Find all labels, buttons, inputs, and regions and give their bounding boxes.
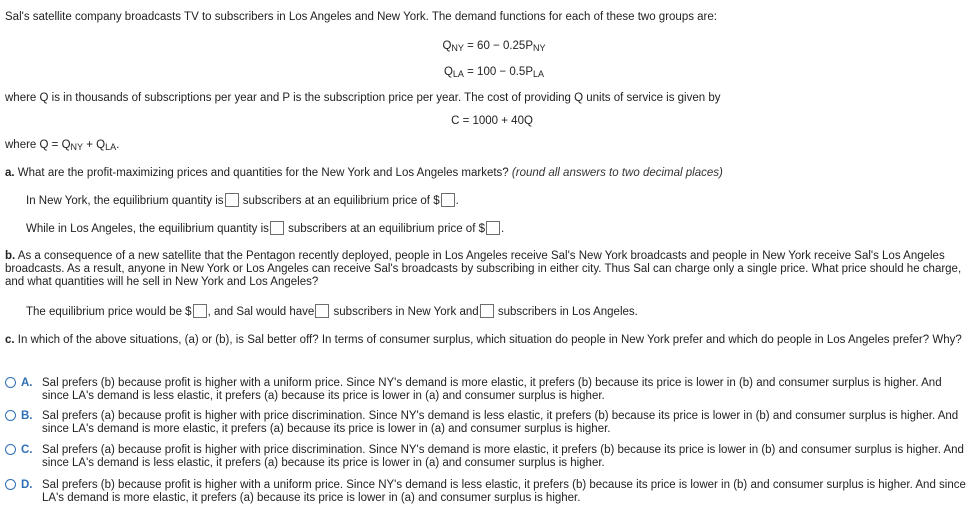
where-q-text: where $Q = Q_{NY} + Q_{LA}$.: [5, 139, 120, 152]
option-a-radio[interactable]: [5, 377, 16, 388]
uniform-price-input[interactable]: [193, 304, 207, 318]
option-c-radio[interactable]: [5, 444, 16, 455]
intro-text: Sal's satellite company broadcasts TV to subscribers in Los Angeles and New York. The demand functions for each of these two groups are:: [5, 11, 717, 23]
part-c-question: c. In which of the above situations, (a) or (b), is Sal better off? In terms of consumer surplus, which situation do people in New York prefer and which do people in Los Angeles prefer? Why?: [5, 334, 962, 346]
option-b[interactable]: B. Sal prefers (a) because profit is higher with price discrimination. Since NY's demand is less elastic, it prefers (b) because its price is lower in (b) and consumer surplus is higher. And since LA's demand is more elastic, it prefers (a) because its price is lower in (a) and consumer surplus is higher.: [5, 410, 970, 436]
part-a-la-line: While in Los Angeles, the equilibrium quantity is subscribers at an equilibrium price of $ .: [26, 223, 505, 235]
ny-subscribers-input[interactable]: [315, 304, 329, 318]
where-text: where Q is in thousands of subscriptions per year and P is the subscription price per year. The cost of providing Q units of service is given by: [5, 92, 721, 104]
demand-equation-la: $Q_{LA} = 100 - 0.5P_{LA}$: [443, 66, 545, 79]
demand-equation-ny: $Q_{NY} = 60 - 0.25P_{NY}$: [442, 40, 546, 53]
cost-equation: C = 1000 + 40Q: [451, 115, 533, 127]
la-subscribers-input[interactable]: [480, 304, 494, 318]
part-b-question: b. As a consequence of a new satellite that the Pentagon recently deployed, people in Los Angeles receive Sal's New York broadcasts and people in New York receive Sal's Los Angeles broadcasts. As a result, anyone in New York or Los Angeles can receive Sal's broadcasts by subscribing in either city. Thus Sal can charge only a single price. What price should he charge, and what quantities will he sell in New York and Los Angeles?: [5, 250, 962, 288]
option-a[interactable]: A. Sal prefers (b) because profit is higher with a uniform price. Since NY's demand is more elastic, it prefers (b) because its price is lower in (b) and consumer surplus is higher. And since LA's demand is less elastic, it prefers (a) because its price is lower in (a) and consumer surplus is higher.: [5, 377, 970, 403]
ny-price-input[interactable]: [441, 193, 455, 207]
option-c[interactable]: C. Sal prefers (a) because profit is higher with price discrimination. Since NY's demand is more elastic, it prefers (b) because its price is lower in (b) and consumer surplus is higher. And since LA's demand is less elastic, it prefers (a) because its price is lower in (a) and consumer surplus is higher.: [5, 444, 970, 470]
option-d[interactable]: D. Sal prefers (b) because profit is higher with a uniform price. Since NY's demand is less elastic, it prefers (b) because its price is lower in (b) and consumer surplus is higher. And since LA's demand is more elastic, it prefers (a) because its price is lower in (a) and consumer surplus is higher.: [5, 479, 970, 505]
ny-quantity-input[interactable]: [225, 193, 239, 207]
la-quantity-input[interactable]: [270, 221, 284, 235]
option-d-radio[interactable]: [5, 479, 16, 490]
part-b-answer-line: The equilibrium price would be $ , and Sal would have subscribers in New York and subscribers in Los Angeles.: [26, 306, 638, 318]
part-a-question: a. What are the profit-maximizing prices and quantities for the New York and Los Angeles markets? (round all answers to two decimal places): [5, 167, 723, 179]
option-b-radio[interactable]: [5, 410, 16, 421]
la-price-input[interactable]: [486, 221, 500, 235]
part-a-ny-line: In New York, the equilibrium quantity is subscribers at an equilibrium price of $ .: [26, 195, 459, 207]
